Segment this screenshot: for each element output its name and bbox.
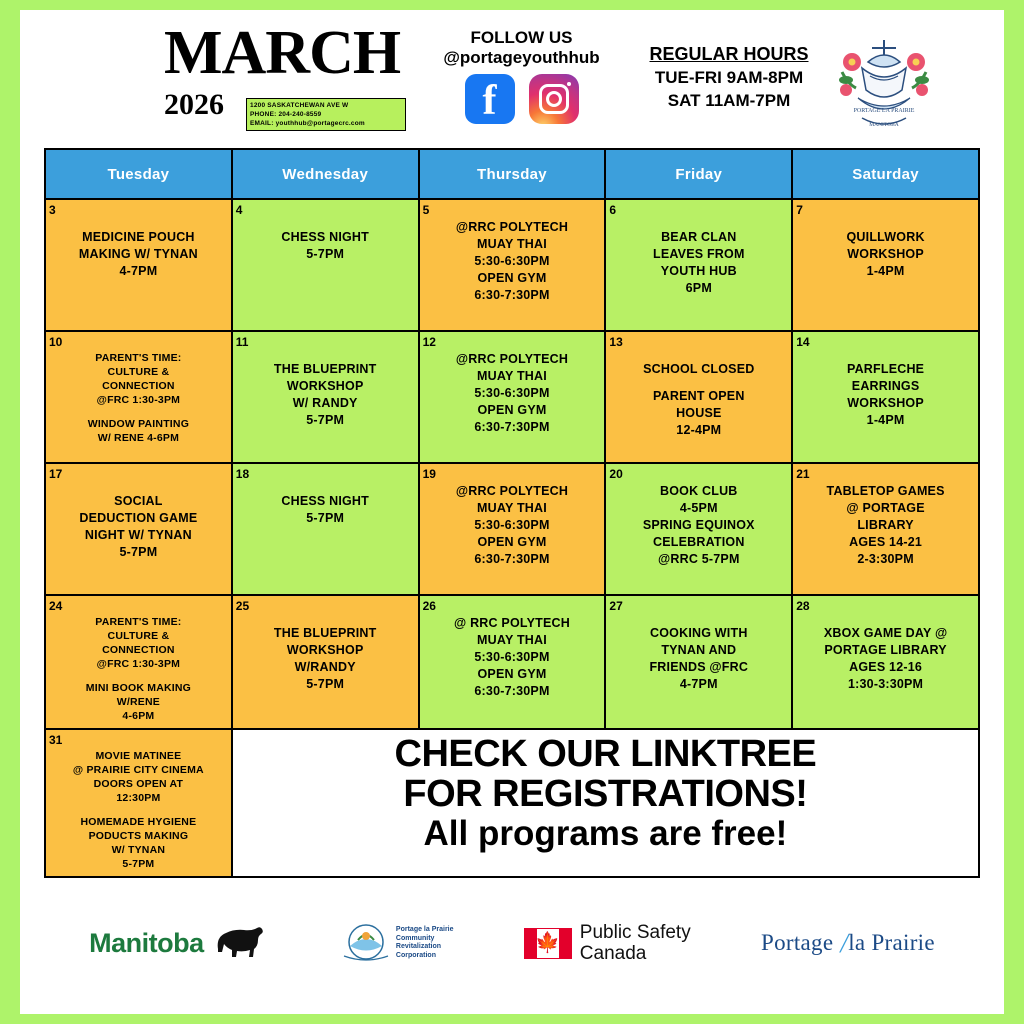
day-events (236, 483, 415, 527)
event-line: PARENT'S TIME: (95, 352, 182, 364)
event-line: 5-7PM (306, 413, 345, 427)
calendar-body (45, 199, 979, 877)
social-handle: @portageyouthhub (443, 48, 600, 67)
social-icons (414, 74, 629, 124)
event-spacer (236, 351, 415, 361)
calendar-day-cell[interactable] (605, 463, 792, 595)
calendar-week-row (45, 595, 979, 729)
event-line: HOUSE (676, 406, 722, 420)
event-spacer (609, 351, 788, 361)
calendar-day-cell[interactable] (605, 199, 792, 331)
calendar-day-cell[interactable] (792, 595, 979, 729)
public-safety-line2: Canada (579, 943, 647, 964)
calendar-header-row (45, 149, 979, 199)
day-number: 21 (796, 467, 810, 481)
event-spacer (796, 351, 975, 361)
public-safety-text (580, 922, 691, 964)
event-line: 5:30-6:30PM (474, 254, 550, 268)
day-events (236, 615, 415, 693)
calendar-day-cell[interactable] (232, 463, 419, 595)
event-line: @FRC 1:30-3PM (96, 394, 181, 406)
event-line: 1:30-3:30PM (848, 677, 924, 691)
swoosh-icon: / (833, 927, 849, 958)
event-line: THE BLUEPRINT (273, 362, 377, 376)
day-events (49, 483, 228, 561)
event-line: WORKSHOP (286, 379, 364, 393)
portage-word1: Portage (760, 930, 834, 955)
event-line: CONNECTION (102, 644, 175, 656)
facebook-icon[interactable]: f (465, 74, 515, 124)
event-line: 1-4PM (866, 264, 905, 278)
event-spacer (49, 805, 228, 815)
calendar-week-row-last (45, 729, 979, 877)
phone-line: PHONE: 204-240-8559 (250, 111, 322, 118)
day-number: 13 (609, 335, 623, 349)
day-number: 14 (796, 335, 810, 349)
hours-block (629, 20, 829, 112)
event-line: 12-4PM (676, 423, 722, 437)
contact-info-box (246, 98, 406, 131)
event-line: SCHOOL CLOSED (643, 362, 755, 376)
address-line: 1200 SASKATCHEWAN AVE W (250, 102, 349, 109)
hours-weekday: TUE-FRI 9AM-8PM (654, 68, 804, 87)
event-line: OPEN GYM (477, 403, 547, 417)
linktree-line-2: FOR REGISTRATIONS! (403, 773, 808, 815)
event-line: WORKSHOP (286, 643, 364, 657)
day-events (236, 351, 415, 429)
day-number: 19 (422, 467, 436, 481)
event-line: QUILLWORK (846, 230, 925, 244)
event-line: 6PM (685, 281, 712, 295)
event-line: MUAY THAI (477, 633, 547, 647)
event-line: 4-5PM (679, 501, 718, 515)
event-line: CULTURE & (107, 366, 170, 378)
day-events (423, 483, 602, 568)
day-events (796, 615, 975, 693)
event-line: YOUTH HUB (660, 264, 737, 278)
calendar-day-cell[interactable] (232, 595, 419, 729)
public-safety-canada-logo (524, 922, 691, 964)
svg-text:MANITOBA: MANITOBA (869, 122, 899, 128)
event-line: W/RENE (116, 696, 160, 708)
event-line: MUAY THAI (477, 369, 547, 383)
day-events (609, 219, 788, 297)
calendar-day-cell[interactable] (45, 729, 232, 877)
event-line: 5-7PM (306, 511, 345, 525)
event-line: PARENT OPEN (653, 389, 745, 403)
event-line: COOKING WITH (650, 626, 748, 640)
event-line: LIBRARY (857, 518, 914, 532)
event-line: SPRING EQUINOX (642, 518, 755, 532)
day-number: 20 (609, 467, 623, 481)
day-events (49, 615, 228, 723)
linktree-line-3: All programs are free! (423, 814, 788, 853)
event-line: TYNAN AND (661, 643, 737, 657)
event-line: 2-3:30PM (857, 552, 914, 566)
event-line: W/RANDY (294, 660, 356, 674)
event-line: CULTURE & (107, 630, 170, 642)
event-line: DEDUCTION GAME (79, 511, 198, 525)
event-line: MUAY THAI (477, 501, 547, 515)
poster-sheet (20, 10, 1004, 1014)
month-block (164, 19, 414, 127)
weekday-header-tuesday: Tuesday (45, 149, 232, 199)
calendar-day-cell[interactable] (792, 331, 979, 463)
weekday-header-saturday: Saturday (792, 149, 979, 199)
event-line: 5:30-6:30PM (474, 386, 550, 400)
day-events (423, 351, 602, 436)
day-events (609, 483, 788, 568)
event-line: @RRC 5-7PM (658, 552, 740, 566)
day-number: 18 (235, 467, 250, 481)
event-line: THE BLUEPRINT (273, 626, 377, 640)
sponsor-logos (44, 878, 980, 1008)
event-line: @RRC POLYTECH (455, 220, 569, 234)
day-number: 10 (49, 335, 63, 349)
event-line: 4-6PM (122, 710, 155, 722)
canada-flag-icon: 🍁 (524, 928, 572, 959)
calendar-day-cell[interactable] (45, 199, 232, 331)
event-line: 6:30-7:30PM (474, 288, 550, 302)
prcrc-line3: Revitalization (395, 943, 442, 950)
day-number: 28 (796, 599, 810, 613)
event-line: 5-7PM (119, 545, 158, 559)
event-line: PARENT'S TIME: (95, 616, 182, 628)
calendar-day-cell[interactable] (419, 331, 606, 463)
day-number: 7 (796, 203, 803, 217)
event-line: 5-7PM (122, 858, 155, 870)
calendar-day-cell[interactable] (419, 199, 606, 331)
event-line: PARFLECHE (846, 362, 925, 376)
event-line: 5:30-6:30PM (474, 650, 550, 664)
event-spacer (609, 219, 788, 229)
linktree-line-1: CHECK OUR LINKTREE (394, 733, 817, 775)
hours-saturday: SAT 11AM-7PM (667, 91, 791, 110)
svg-text:PORTAGE LA PRAIRIE: PORTAGE LA PRAIRIE (853, 108, 915, 114)
day-number: 26 (422, 599, 436, 613)
event-line: 5:30-6:30PM (474, 518, 550, 532)
event-line: CHESS NIGHT (281, 494, 369, 508)
calendar-day-cell[interactable] (419, 463, 606, 595)
event-line: 12:30PM (116, 792, 161, 804)
prcrc-line4: Corporation (395, 951, 436, 959)
prcrc-line1: Portage la Prairie (395, 926, 454, 933)
event-line: PODUCTS MAKING (88, 830, 189, 842)
email-line: EMAIL: youthhub@portagecrc.com (250, 120, 365, 127)
day-events (423, 615, 602, 700)
event-line: WINDOW PAINTING (87, 418, 190, 430)
event-line: CONNECTION (102, 380, 175, 392)
event-line: NIGHT W/ TYNAN (84, 528, 192, 542)
calendar-day-cell[interactable] (792, 463, 979, 595)
public-safety-line1: Public Safety (579, 922, 691, 943)
calendar-day-cell[interactable] (45, 331, 232, 463)
day-number: 5 (422, 203, 430, 217)
event-line: BOOK CLUB (660, 484, 738, 498)
day-number: 25 (235, 599, 250, 613)
event-line: EARRINGS (851, 379, 920, 393)
day-events (609, 615, 788, 693)
event-line: MINI BOOK MAKING (85, 682, 192, 694)
event-line: W/ TYNAN (111, 844, 166, 856)
calendar-table (44, 148, 980, 878)
prcrc-line2: Community (395, 934, 435, 942)
calendar-day-cell[interactable] (45, 463, 232, 595)
portage-word2: la Prairie (848, 930, 935, 955)
poster-header (44, 16, 980, 148)
day-events (796, 483, 975, 568)
portage-la-prairie-logo (761, 928, 935, 959)
event-line: WORKSHOP (847, 396, 924, 410)
calendar-week-row (45, 463, 979, 595)
event-line: 5-7PM (306, 247, 345, 261)
manitoba-logo (89, 923, 270, 964)
event-line: WORKSHOP (847, 247, 924, 261)
day-events (423, 219, 602, 304)
instagram-icon[interactable] (529, 74, 579, 124)
calendar-day-cell[interactable] (605, 331, 792, 463)
calendar-day-cell[interactable] (45, 595, 232, 729)
event-line: 6:30-7:30PM (474, 684, 550, 698)
prcrc-logo-text (396, 926, 454, 960)
event-line: @ PRAIRIE CITY CINEMA (72, 764, 204, 776)
event-spacer (609, 378, 788, 388)
event-line: MOVIE MATINEE (95, 750, 182, 762)
event-line: AGES 12-16 (849, 660, 923, 674)
event-spacer (49, 671, 228, 681)
event-spacer (49, 483, 228, 493)
event-line: 5-7PM (306, 677, 345, 691)
day-number: 24 (49, 599, 63, 613)
day-number: 17 (49, 467, 63, 481)
day-events (236, 219, 415, 263)
weekday-header-friday: Friday (605, 149, 792, 199)
event-spacer (796, 219, 975, 229)
event-spacer (609, 615, 788, 625)
event-line: W/ RANDY (292, 396, 358, 410)
calendar-day-cell[interactable] (419, 595, 606, 729)
event-line: 4-7PM (119, 264, 158, 278)
event-line: LEAVES FROM (653, 247, 745, 261)
event-line: @RRC POLYTECH (455, 484, 569, 498)
follow-us-label: FOLLOW US (470, 28, 573, 47)
day-number: 27 (609, 599, 623, 613)
day-number: 4 (235, 203, 243, 217)
event-line: @ PORTAGE (846, 501, 925, 515)
day-events (609, 351, 788, 439)
weekday-header-thursday: Thursday (419, 149, 606, 199)
event-line: CHESS NIGHT (281, 230, 369, 244)
event-spacer (796, 615, 975, 625)
event-spacer (236, 219, 415, 229)
event-line: MAKING W/ TYNAN (78, 247, 198, 261)
day-number: 11 (235, 335, 249, 349)
calendar-day-cell[interactable] (232, 331, 419, 463)
event-line: MEDICINE POUCH (82, 230, 195, 244)
calendar-day-cell[interactable] (792, 199, 979, 331)
event-line: OPEN GYM (477, 535, 547, 549)
day-number: 3 (49, 203, 56, 217)
day-number: 31 (49, 733, 63, 747)
event-line: TABLETOP GAMES (826, 484, 945, 498)
calendar-week-row (45, 199, 979, 331)
event-spacer (236, 615, 415, 625)
event-line: OPEN GYM (477, 667, 547, 681)
event-line: CELEBRATION (653, 535, 745, 549)
event-line: @RRC POLYTECH (455, 352, 569, 366)
city-crest-icon (829, 20, 939, 132)
event-line: 6:30-7:30PM (474, 420, 550, 434)
bison-icon (212, 923, 270, 964)
page-title: MARCH (164, 19, 401, 87)
event-line: FRIENDS @FRC (649, 660, 749, 674)
prcrc-logo (340, 922, 454, 964)
event-line: W/ RENE 4-6PM (97, 432, 180, 444)
event-line: HOMEMADE HYGIENE (80, 816, 197, 828)
calendar-day-cell[interactable] (232, 199, 419, 331)
event-spacer (236, 483, 415, 493)
event-line: XBOX GAME DAY @ (823, 626, 948, 640)
day-events (796, 351, 975, 429)
event-line: BEAR CLAN (661, 230, 737, 244)
day-events (796, 219, 975, 280)
weekday-header-wednesday: Wednesday (232, 149, 419, 199)
event-line: @ RRC POLYTECH (454, 616, 570, 630)
hours-title: REGULAR HOURS (649, 44, 809, 64)
day-events (49, 351, 228, 445)
linktree-banner[interactable] (232, 729, 979, 877)
event-line: 6:30-7:30PM (474, 552, 550, 566)
event-line: 1-4PM (866, 413, 905, 427)
day-events (49, 749, 228, 871)
event-line: PORTAGE LIBRARY (824, 643, 947, 657)
event-line: @FRC 1:30-3PM (96, 658, 181, 670)
day-number: 6 (609, 203, 617, 217)
event-line: MUAY THAI (477, 237, 547, 251)
event-spacer (49, 219, 228, 229)
event-spacer (49, 407, 228, 417)
event-line: DOORS OPEN AT (93, 778, 184, 790)
day-number: 12 (422, 335, 436, 349)
year-label: 2026 (164, 88, 224, 121)
follow-us-block (414, 20, 629, 124)
manitoba-logo-text: Manitoba (89, 927, 204, 958)
calendar-day-cell[interactable] (605, 595, 792, 729)
event-line: OPEN GYM (477, 271, 547, 285)
day-events (49, 219, 228, 280)
event-line: SOCIAL (114, 494, 163, 508)
calendar-week-row (45, 331, 979, 463)
event-line: AGES 14-21 (849, 535, 923, 549)
event-line: 4-7PM (679, 677, 718, 691)
